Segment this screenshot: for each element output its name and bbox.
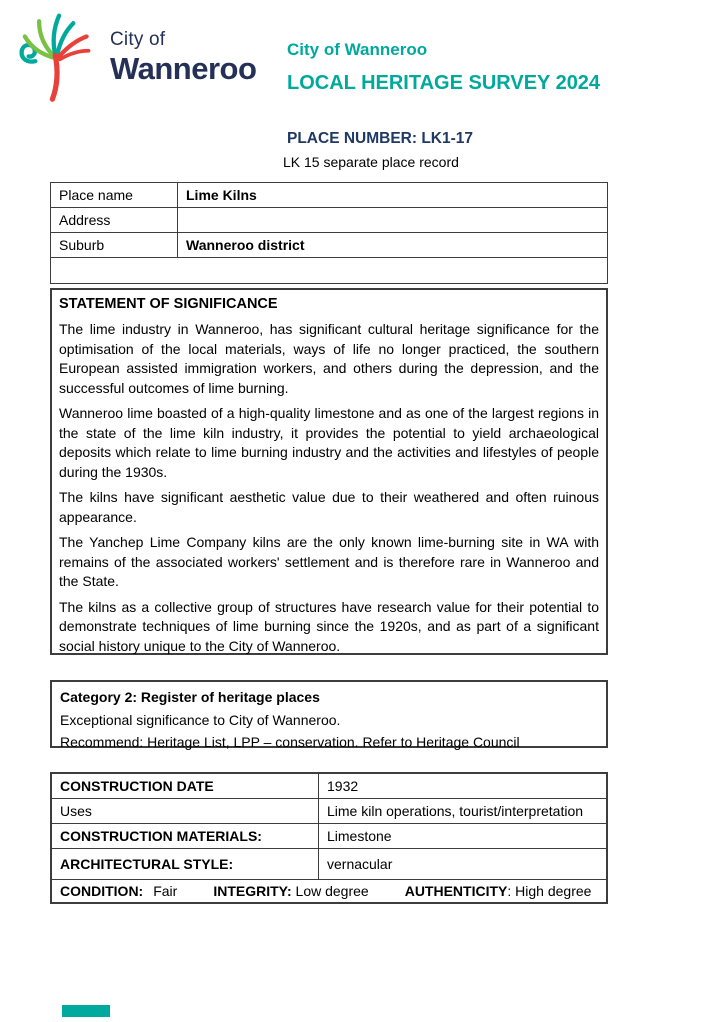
city-of-wanneroo-logo	[12, 8, 262, 103]
table-row	[51, 799, 607, 824]
construction-details-table	[50, 772, 608, 904]
place-number: PLACE NUMBER: LK1-17	[287, 130, 474, 147]
statement-paragraph: The lime industry in Wanneroo, has significant cultural heritage significance for the optimisation of the local materials, ways of life no longer practiced, the southern European assisted immigration workers, and others during the depression, and the successful outcomes of lime burning.	[59, 321, 599, 396]
place-name-value: Lime Kilns	[178, 183, 608, 208]
place-record-note: LK 15 separate place record	[283, 154, 459, 170]
address-value	[178, 208, 608, 233]
table-row	[51, 849, 607, 880]
table-row	[51, 773, 607, 799]
footer-accent-bar	[62, 1005, 110, 1017]
header-survey-title: LOCAL HERITAGE SURVEY 2024	[287, 72, 601, 94]
empty-cell	[51, 258, 608, 284]
uses-value: Lime kiln operations, tourist/interpretation	[319, 799, 608, 824]
statement-paragraph: The kilns as a collective group of structures have research value for their potential to demonstrate techniques of lime burning since the 1920s, and as part of a significant social history unique to the City of Wanneroo.	[59, 598, 599, 654]
condition-value: Fair	[153, 883, 178, 899]
kangaroo-paw-logo-icon	[12, 8, 108, 103]
construction-date-label: CONSTRUCTION DATE	[51, 773, 319, 799]
table-row-condition	[51, 880, 607, 904]
logo-line-wanneroo: Wanneroo	[110, 51, 257, 86]
category-box	[50, 680, 608, 748]
statement-paragraph: The Yanchep Lime Company kilns are the only known lime-burning site in WA with remains of the associated workers' settlement and is therefore rare in Wanneroo and the State.	[59, 534, 599, 589]
place-identification-table	[50, 182, 608, 284]
architectural-style-label: ARCHITECTURAL STYLE:	[51, 849, 319, 880]
construction-materials-value: Limestone	[319, 824, 608, 849]
statement-of-significance-box	[50, 288, 608, 655]
table-row	[51, 183, 608, 208]
statement-heading: STATEMENT OF SIGNIFICANCE	[59, 296, 278, 312]
architectural-style-value: vernacular	[319, 849, 608, 880]
condition-row	[51, 880, 607, 904]
category-significance: Exceptional significance to City of Wanneroo.	[60, 711, 341, 728]
construction-materials-label: CONSTRUCTION MATERIALS:	[51, 824, 319, 849]
address-label: Address	[51, 208, 178, 233]
authenticity-label: AUTHENTICITY	[404, 883, 508, 899]
logo-text	[110, 30, 256, 84]
condition-label: CONDITION:	[60, 883, 144, 899]
statement-paragraph: Wanneroo lime boasted of a high-quality limestone and as one of the largest regions in the state of the lime kiln industry, it provides the potential to yield archaeological deposits which relate to lime burning industry and the activities and lifestyles of people during the 1930s.	[59, 405, 599, 480]
statement-paragraph: The kilns have significant aesthetic value due to their weathered and often ruinous appearance.	[59, 489, 599, 525]
logo-line-city-of: City of	[110, 29, 166, 50]
suburb-value: Wanneroo district	[178, 233, 608, 258]
suburb-label: Suburb	[51, 233, 178, 258]
table-row	[51, 824, 607, 849]
header-organisation: City of Wanneroo	[287, 40, 428, 59]
place-name-label: Place name	[51, 183, 178, 208]
category-title: Category 2: Register of heritage places	[60, 689, 320, 705]
uses-label: Uses	[51, 799, 319, 824]
integrity-label: INTEGRITY:	[213, 883, 292, 899]
authenticity-value: : High degree	[507, 883, 592, 899]
table-row	[51, 208, 608, 233]
category-recommendation: Recommend: Heritage List, LPP – conservation. Refer to Heritage Council	[60, 734, 520, 750]
construction-date-value: 1932	[319, 773, 608, 799]
integrity-value: Low degree	[295, 883, 369, 899]
table-row	[51, 233, 608, 258]
table-row-empty	[51, 258, 608, 284]
